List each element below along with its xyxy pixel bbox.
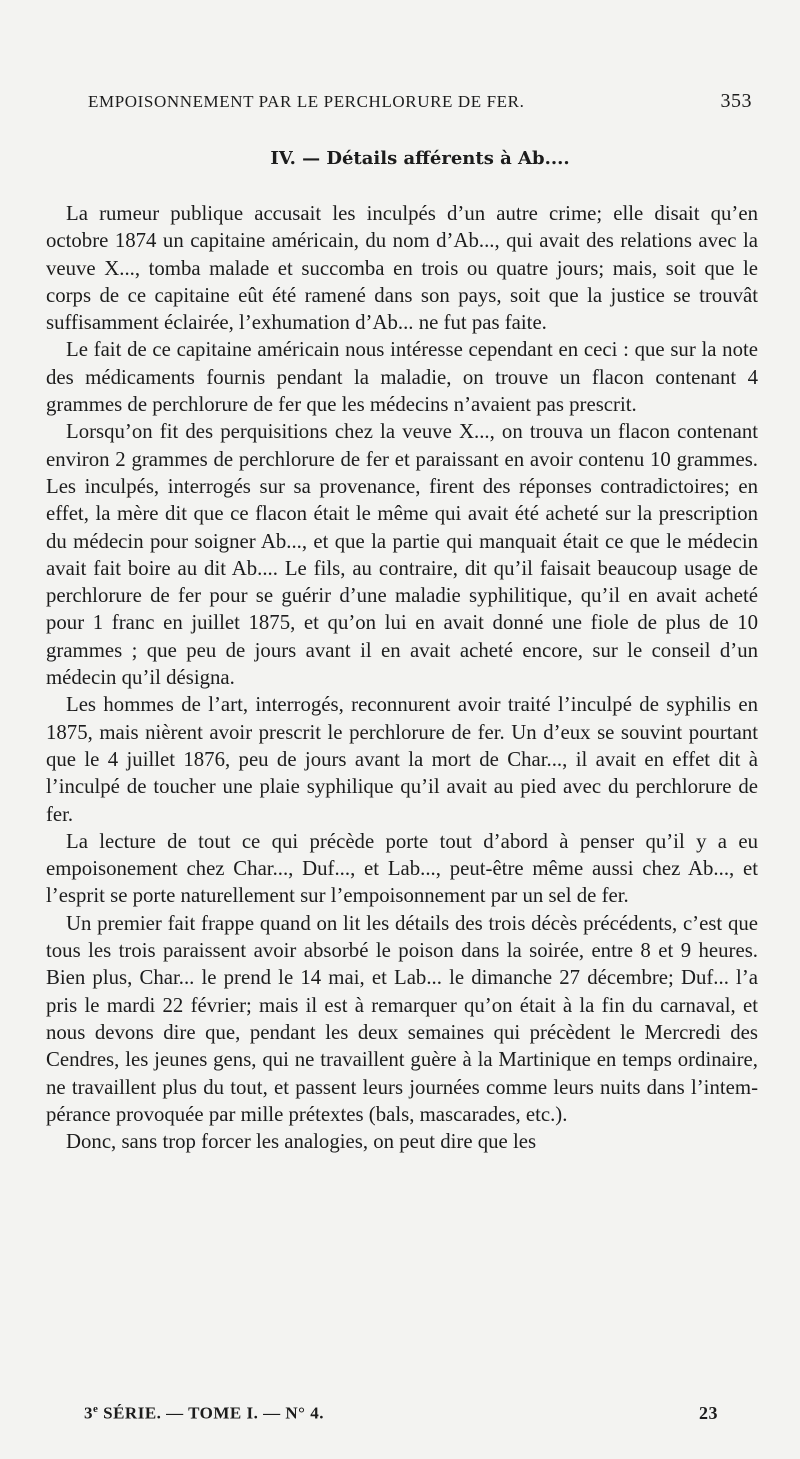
section-title: IV. — Détails afférents à Ab....	[270, 148, 570, 169]
paragraph: Lorsqu’on fit des perquisitions chez la veuve X..., on trouva un flacon contenant environ 2 grammes de perchlorure de fer et paraissant en avoir contenu 10 grammes. Les inculpés, interrogés sur sa provenance, firent des réponses contradictoires; en effet, la mère dit que ce flacon était le même qui avait été acheté sur la prescription du médecin pour soigner Ab..., et que la partie qui manquait était ce que le médecin avait fait boire au dit Ab.... Le fils, au contraire, dit qu’il faisait beaucoup usage de perchlorure de fer pour se guérir d’une maladie syphilitique, qu’il en avait acheté pour 1 franc en juillet 1875, et qu’on lui en avait donné une fiole de plus de 10 grammes ; que peu de jours avant il en avait acheté encore, sur le conseil d’un médecin qu’il désigna.	[46, 420, 758, 690]
series-line	[84, 1403, 324, 1424]
paragraph: Le fait de ce capitaine américain nous intéresse cependant en ceci : que sur la note des médicaments fournis pendant la maladie, on trouve un flacon contenant 4 grammes de perchlorure de fer que les médecins n’avaient pas prescrit.	[46, 338, 758, 417]
series-volume: SÉRIE. — TOME I. — N° 4.	[98, 1403, 324, 1423]
paragraph: La lecture de tout ce qui précède porte tout d’abord à penser qu’il y a eu empoisonement chez Char..., Duf..., et Lab..., peut-être même aussi chez Ab..., et l’esprit se porte naturellement sur l’empoisonnement par un sel de fer.	[46, 829, 758, 908]
paragraph: Les hommes de l’art, interrogés, reconnurent avoir traité l’inculpé de syphilis en 1875, mais nièrent avoir prescrit le perchlorure de fer. Un d’eux se souvint pourtant que le 4 juillet 1876, peu de jours avant la mort de Char..., il avait en effet dit à l’inculpé de toucher une plaie syphilique qu’il avait au pied avec du perchlorure de fer.	[46, 693, 758, 826]
running-title: EMPOISONNEMENT PAR LE PERCHLORURE DE FER.	[88, 92, 525, 111]
page-footer	[84, 1403, 718, 1424]
paragraph: La rumeur publique accusait les inculpés d’un autre crime; elle disait qu’en octobre 1874 un capitaine américain, du nom d’Ab..., qui avait des relations avec la veuve X..., tomba malade et succomba en trois ou quatre jours; mais, soit que le corps de ce capitaine eût été ramené dans son pays, soit que la justice se trouvât suffisamment éclairée, l’exhumation d’Ab... ne fut pas faite.	[46, 202, 758, 335]
running-head	[88, 90, 752, 116]
paragraph: Donc, sans trop forcer les analogies, on peut dire que les	[66, 1130, 537, 1154]
paragraph: Un premier fait frappe quand on lit les détails des trois décès précédents, c’est que tous les trois paraissent avoir absorbé le poison dans la soirée, entre 8 et 9 heures. Bien plus, Char... le prend le 14 mai, et Lab... le dimanche 27 décembre; Duf... l’a pris le mardi 22 février; mais il est à remarquer qu’on était à la fin du carnaval, et nous devons dire que, pendant les deux semaines qui précèdent le Mercredi des Cendres, les jeunes gens, qui ne travaillent guère à la Martinique en temps ordinaire, ne travaillent plus du tout, et passent leurs journées comme leurs nuits dans l’intempérance provoquée par mille prétextes (bals, mascarades, etc.).	[46, 911, 758, 1126]
body-text	[46, 200, 758, 1155]
signature-mark: 23	[699, 1403, 718, 1423]
page-number: 353	[720, 90, 752, 112]
series-number: 3	[84, 1403, 93, 1423]
series-ordinal: e	[93, 1403, 99, 1415]
